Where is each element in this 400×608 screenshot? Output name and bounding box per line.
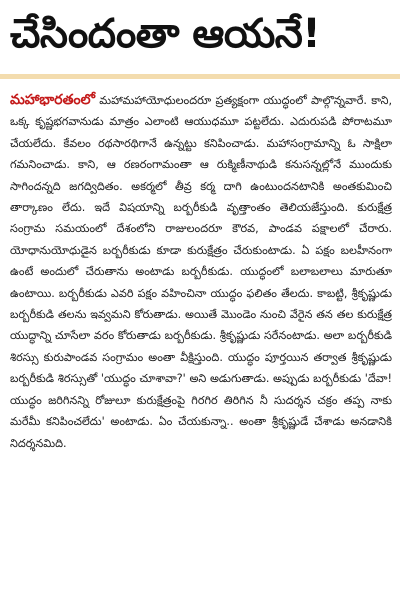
article-headline: చేసిందంతా ఆయనే! — [10, 11, 321, 57]
article-body — [10, 90, 392, 454]
headline-divider — [0, 74, 400, 79]
article-lead-word: మహాభారతంలో — [10, 92, 95, 108]
article-text: మహామహాయోధులందరూ ప్రత్యక్షంగా యుద్ధంలో పాల్గొన్నవారే. కాని, ఒక్క కృష్ణభగవానుడు మాత్రం ఎలాంటి ఆయుధమూ పట్టలేదు. ఎదురుపడి పోరాటమూ చేయలేదు. కేవలం రథసారథిగానే ఉన్నట్టు కనిపించాడు. మహాసంగ్రామాన్ని ఓ సాక్షిలా గమనించాడు. కాని, ఆ రణరంగామంతా ఆ రుక్మిణీనాథుడి కనుసన్నల్లోనే ముందుకు సాగిందన్నది జగద్విదితం. అకర్మలో తీవ్ర కర్మ దాగి ఉంటుందనటానికి అంతకుమించి తార్కాణం లేదు. ఇదే విషయాన్ని బర్బరీకుడి వృత్తాంతం తెలియజేస్తుంది. కురుక్షేత్ర సంగ్రామ సమయంలో దేశంలోని రాజులందరూ కౌరవ, పాండవ పక్షాలలో చేరారు. యోధానుయోధుడైన బర్బరీకుడు కూడా కురుక్షేత్రం చేరుకుంటాడు. ఏ పక్షం బలహీనంగా ఉంటే అందులో చేరుతాను అంటాడు బర్బరీకుడు. యుద్ధంలో బలాబలాలు మారుతూ ఉంటాయి. బర్బరీకుడు ఎవరి పక్షం వహించినా యుద్ధం ఫలితం తేలదు. కాబట్టి, శ్రీకృష్ణుడు బర్బరీకుడి తలను ఇవ్వమని కోరుతాడు. అయితే మొండెం నుంచి వేరైన తన తల కురుక్షేత్ర యుద్ధాన్ని చూసేలా వరం కోరుతాడు బర్బరీకుడు. శ్రీకృష్ణుడు సరేనంటాడు. అలా బర్బరీకుడి శిరస్సు కురుపాండవ సంగ్రామం అంతా వీక్షిస్తుంది. యుద్ధం పూర్తయిన తర్వాత శ్రీకృష్ణుడు బర్బరీకుడి శిరస్సుతో 'యుద్ధం చూశావా?' అని అడుగుతాడు. అప్పుడు బర్బరీకుడు 'దేవా! యుద్ధం జరిగినన్ని రోజులూ కురుక్షేత్రంపై గిరగిర తిరిగిన నీ సుదర్శన చక్రం తప్ప నాకు మరేమీ కనిపించలేదు' అంటాడు. ఏం చేయకున్నా.. అంతా శ్రీకృష్ణుడే చేశాడు అనడానికి నిదర్శనమిది. — [10, 94, 392, 450]
